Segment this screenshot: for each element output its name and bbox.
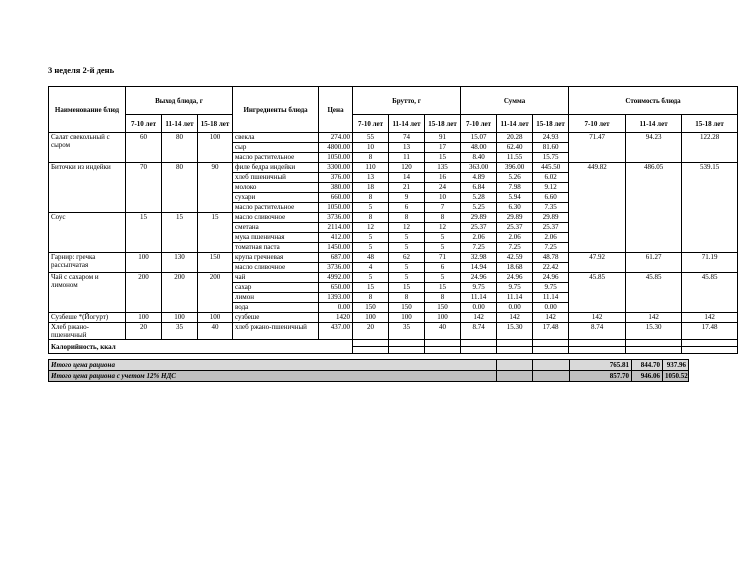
- output-value: 35: [162, 323, 198, 340]
- sum-value: 6.84: [461, 183, 497, 193]
- empty-cell: [682, 347, 738, 354]
- sum-value: 2.06: [497, 233, 533, 243]
- header-age-group: 15-18 лет: [682, 115, 738, 133]
- sum-value: 24.93: [533, 133, 569, 143]
- sum-value: 2.06: [461, 233, 497, 243]
- total-value: 946.06: [632, 371, 663, 382]
- gross-value: 4: [353, 263, 389, 273]
- empty-cell: [497, 340, 533, 347]
- output-value: 200: [162, 273, 198, 313]
- sum-value: 8.40: [461, 153, 497, 163]
- empty-cell: [682, 340, 738, 347]
- gross-value: 5: [389, 273, 425, 283]
- sum-value: 15.75: [533, 153, 569, 163]
- header-age-group: 11-14 лет: [162, 115, 198, 133]
- sum-value: 0.00: [461, 303, 497, 313]
- sum-value: 6.60: [533, 193, 569, 203]
- output-value: 100: [198, 313, 233, 323]
- sum-value: 142: [533, 313, 569, 323]
- price-value: 1450.00: [319, 243, 353, 253]
- output-value: 200: [126, 273, 162, 313]
- gross-value: 5: [353, 203, 389, 213]
- gross-value: 13: [389, 143, 425, 153]
- price-value: 3736.00: [319, 213, 353, 223]
- cost-value: 71.47: [569, 133, 626, 163]
- total-value: 844.70: [632, 360, 663, 371]
- cost-value: 539.15: [682, 163, 738, 253]
- ingredient-row: [49, 133, 738, 143]
- price-value: 660.00: [319, 193, 353, 203]
- ingredient-name: масло сливочное: [233, 213, 319, 223]
- gross-value: 14: [389, 173, 425, 183]
- gross-value: 8: [389, 293, 425, 303]
- ingredient-name: сметана: [233, 223, 319, 233]
- gross-value: 24: [425, 183, 461, 193]
- price-value: 650.00: [319, 283, 353, 293]
- sum-value: 7.25: [497, 243, 533, 253]
- total-value: 765.81: [570, 360, 632, 371]
- output-value: 200: [198, 273, 233, 313]
- sum-value: 7.25: [533, 243, 569, 253]
- ingredient-name: мука пшеничная: [233, 233, 319, 243]
- cost-value: 486.05: [626, 163, 682, 253]
- empty-cell: [389, 347, 425, 354]
- cost-value: 449.82: [569, 163, 626, 253]
- sum-value: 0.00: [533, 303, 569, 313]
- gross-value: 15: [425, 153, 461, 163]
- price-value: 4800.00: [319, 143, 353, 153]
- cost-value: 142: [626, 313, 682, 323]
- sum-value: 62.40: [497, 143, 533, 153]
- empty-cell: [626, 340, 682, 347]
- ingredient-name: филе бедра индейки: [233, 163, 319, 173]
- price-value: 1050.00: [319, 153, 353, 163]
- sum-value: 25.37: [461, 223, 497, 233]
- header-dish-name: Наименование блюд: [49, 87, 126, 133]
- price-value: 380.00: [319, 183, 353, 193]
- ingredient-name: вода: [233, 303, 319, 313]
- header-age-group: 11-14 лет: [626, 115, 682, 133]
- header-cost: Стоимость блюда: [569, 87, 738, 115]
- gross-value: 15: [389, 283, 425, 293]
- ingredient-name: сахар: [233, 283, 319, 293]
- output-value: 130: [162, 253, 198, 273]
- empty-cell: [425, 340, 461, 347]
- total-value: 857.70: [570, 371, 632, 382]
- cost-value: 122.28: [682, 133, 738, 163]
- document-title: 3 неделя 2-й день: [48, 65, 115, 75]
- header-gross: Брутто, г: [353, 87, 461, 115]
- gross-value: 5: [425, 273, 461, 283]
- gross-value: 135: [425, 163, 461, 173]
- gross-value: 91: [425, 133, 461, 143]
- empty-cell: [569, 347, 626, 354]
- dish-name: Чай с сахаром и лимоном: [49, 273, 126, 313]
- empty-cell: [389, 340, 425, 347]
- output-value: 15: [126, 213, 162, 253]
- sum-value: 8.74: [461, 323, 497, 340]
- output-value: 40: [198, 323, 233, 340]
- gross-value: 8: [425, 293, 461, 303]
- sum-value: 396.00: [497, 163, 533, 173]
- sum-value: 6.30: [497, 203, 533, 213]
- dish-name: Гарнир: гречка рассыпчатая: [49, 253, 126, 273]
- total-value: 1050.52: [663, 371, 689, 382]
- ingredient-row: [49, 253, 738, 263]
- ingredient-name: свекла: [233, 133, 319, 143]
- dish-name: Биточки из индейки: [49, 163, 126, 213]
- dish-name: Соус: [49, 213, 126, 253]
- sum-value: 11.55: [497, 153, 533, 163]
- gross-value: 5: [389, 233, 425, 243]
- output-value: 100: [126, 313, 162, 323]
- price-value: 1393.00: [319, 293, 353, 303]
- sum-value: 5.26: [497, 173, 533, 183]
- gross-value: 150: [389, 303, 425, 313]
- gross-value: 100: [389, 313, 425, 323]
- gross-value: 5: [389, 243, 425, 253]
- header-age-group: 11-14 лет: [389, 115, 425, 133]
- gross-value: 10: [425, 193, 461, 203]
- gross-value: 8: [353, 193, 389, 203]
- gross-value: 11: [389, 153, 425, 163]
- ingredient-name: сухари: [233, 193, 319, 203]
- sum-value: 7.98: [497, 183, 533, 193]
- sum-value: 22.42: [533, 263, 569, 273]
- cost-value: 142: [682, 313, 738, 323]
- ingredient-name: хлеб пшеничный: [233, 173, 319, 183]
- total-label: Итого цена рациона с учетом 12% НДС: [49, 371, 497, 382]
- sum-value: 142: [461, 313, 497, 323]
- cost-value: 142: [569, 313, 626, 323]
- sum-value: 9.75: [461, 283, 497, 293]
- output-value: 100: [126, 253, 162, 273]
- gross-value: 100: [425, 313, 461, 323]
- gross-value: 35: [389, 323, 425, 340]
- sum-value: 363.00: [461, 163, 497, 173]
- gross-value: 5: [425, 233, 461, 243]
- sum-value: 25.37: [533, 223, 569, 233]
- header-price: Цена: [319, 87, 353, 133]
- sum-value: 24.96: [497, 273, 533, 283]
- sum-value: 2.06: [533, 233, 569, 243]
- ingredient-name: сыр: [233, 143, 319, 153]
- gross-value: 12: [353, 223, 389, 233]
- gross-value: 110: [353, 163, 389, 173]
- price-value: 3736.00: [319, 263, 353, 273]
- gross-value: 21: [389, 183, 425, 193]
- output-value: 15: [198, 213, 233, 253]
- gross-value: 10: [353, 143, 389, 153]
- empty-cell: [353, 347, 389, 354]
- ingredient-name: крупа гречневая: [233, 253, 319, 263]
- output-value: 100: [198, 133, 233, 163]
- ingredient-row: [49, 163, 738, 173]
- gross-value: 20: [353, 323, 389, 340]
- sum-value: 48.00: [461, 143, 497, 153]
- sum-value: 4.89: [461, 173, 497, 183]
- sum-value: 29.89: [497, 213, 533, 223]
- header-age-group: 15-18 лет: [425, 115, 461, 133]
- gross-value: 5: [389, 263, 425, 273]
- price-value: 412.00: [319, 233, 353, 243]
- sum-value: 5.25: [461, 203, 497, 213]
- ingredient-name: масло растительное: [233, 203, 319, 213]
- sum-value: 15.30: [497, 323, 533, 340]
- output-value: 70: [126, 163, 162, 213]
- sum-value: 15.07: [461, 133, 497, 143]
- empty-cell: [533, 360, 570, 371]
- gross-value: 15: [425, 283, 461, 293]
- sum-value: 20.28: [497, 133, 533, 143]
- ingredient-name: хлеб ржано-пшеничный: [233, 323, 319, 340]
- gross-value: 48: [353, 253, 389, 263]
- cost-value: 94.23: [626, 133, 682, 163]
- sum-value: 11.14: [497, 293, 533, 303]
- dish-name: Салат свекольный с сыром: [49, 133, 126, 163]
- gross-value: 7: [425, 203, 461, 213]
- totals-table: [48, 359, 689, 382]
- price-value: 376.00: [319, 173, 353, 183]
- calories-row: [49, 340, 738, 347]
- ingredient-name: чай: [233, 273, 319, 283]
- header-sum: Сумма: [461, 87, 569, 115]
- table-header: [49, 87, 738, 133]
- empty-cell: [569, 340, 626, 347]
- calories-label: Калорийность, ккал: [49, 340, 353, 354]
- gross-value: 8: [425, 213, 461, 223]
- output-value: 80: [162, 163, 198, 213]
- sum-value: 18.68: [497, 263, 533, 273]
- price-value: 274.00: [319, 133, 353, 143]
- total-label: Итого цена рациона: [49, 360, 497, 371]
- price-value: 4992.00: [319, 273, 353, 283]
- menu-cost-table: [48, 86, 738, 354]
- sum-value: 9.75: [533, 283, 569, 293]
- dish-name: Хлеб ржано-пшеничный: [49, 323, 126, 340]
- cost-value: 45.85: [569, 273, 626, 313]
- header-age-group: 15-18 лет: [198, 115, 233, 133]
- ingredient-row: [49, 313, 738, 323]
- price-value: 3300.00: [319, 163, 353, 173]
- totals-body: [49, 360, 689, 382]
- sum-value: 9.75: [497, 283, 533, 293]
- sum-value: 17.48: [533, 323, 569, 340]
- sum-value: 445.50: [533, 163, 569, 173]
- output-value: 60: [126, 133, 162, 163]
- price-value: 1420: [319, 313, 353, 323]
- empty-cell: [353, 340, 389, 347]
- ingredient-name: томатная паста: [233, 243, 319, 253]
- gross-value: 100: [353, 313, 389, 323]
- table-body: [49, 133, 738, 354]
- cost-value: 15.30: [626, 323, 682, 340]
- sum-value: 81.60: [533, 143, 569, 153]
- gross-value: 8: [353, 153, 389, 163]
- gross-value: 12: [389, 223, 425, 233]
- sum-value: 29.89: [461, 213, 497, 223]
- gross-value: 6: [389, 203, 425, 213]
- header-age-group: 11-14 лет: [497, 115, 533, 133]
- total-value: 937.96: [663, 360, 689, 371]
- total-row: [49, 360, 689, 371]
- sum-value: 6.02: [533, 173, 569, 183]
- gross-value: 5: [425, 243, 461, 253]
- gross-value: 15: [353, 283, 389, 293]
- total-row: [49, 371, 689, 382]
- output-value: 80: [162, 133, 198, 163]
- empty-cell: [497, 347, 533, 354]
- sum-value: 5.94: [497, 193, 533, 203]
- output-value: 100: [162, 313, 198, 323]
- gross-value: 12: [425, 223, 461, 233]
- output-value: 150: [198, 253, 233, 273]
- header-age-group: 7-10 лет: [126, 115, 162, 133]
- gross-value: 62: [389, 253, 425, 263]
- sum-value: 48.78: [533, 253, 569, 263]
- gross-value: 9: [389, 193, 425, 203]
- gross-value: 13: [353, 173, 389, 183]
- sum-value: 24.96: [461, 273, 497, 283]
- sum-value: 29.89: [533, 213, 569, 223]
- header-ingredients: Ингредиенты блюда: [233, 87, 319, 133]
- sum-value: 24.96: [533, 273, 569, 283]
- gross-value: 8: [353, 293, 389, 303]
- ingredient-row: [49, 273, 738, 283]
- cost-value: 61.27: [626, 253, 682, 273]
- gross-value: 150: [425, 303, 461, 313]
- price-value: 437.00: [319, 323, 353, 340]
- gross-value: 8: [353, 213, 389, 223]
- sum-value: 11.14: [461, 293, 497, 303]
- ingredient-row: [49, 323, 738, 340]
- sum-value: 25.37: [497, 223, 533, 233]
- sum-value: 9.12: [533, 183, 569, 193]
- gross-value: 40: [425, 323, 461, 340]
- sum-value: 11.14: [533, 293, 569, 303]
- sum-value: 5.28: [461, 193, 497, 203]
- sum-value: 42.59: [497, 253, 533, 263]
- output-value: 20: [126, 323, 162, 340]
- sum-value: 32.98: [461, 253, 497, 263]
- header-output: Выход блюда, г: [126, 87, 233, 115]
- ingredient-name: молоко: [233, 183, 319, 193]
- header-age-group: 7-10 лет: [353, 115, 389, 133]
- gross-value: 16: [425, 173, 461, 183]
- ingredient-name: лимон: [233, 293, 319, 303]
- gross-value: 5: [353, 243, 389, 253]
- header-age-group: 7-10 лет: [569, 115, 626, 133]
- empty-cell: [461, 347, 497, 354]
- cost-value: 45.85: [682, 273, 738, 313]
- cost-value: 45.85: [626, 273, 682, 313]
- price-value: 2114.00: [319, 223, 353, 233]
- sum-value: 142: [497, 313, 533, 323]
- empty-cell: [497, 371, 533, 382]
- price-value: 687.00: [319, 253, 353, 263]
- cost-value: 47.92: [569, 253, 626, 273]
- gross-value: 74: [389, 133, 425, 143]
- empty-cell: [626, 347, 682, 354]
- gross-value: 17: [425, 143, 461, 153]
- ingredient-name: масло сливочное: [233, 263, 319, 273]
- gross-value: 18: [353, 183, 389, 193]
- ingredient-name: масло растительное: [233, 153, 319, 163]
- price-value: 1050.00: [319, 203, 353, 213]
- sum-value: 0.00: [497, 303, 533, 313]
- gross-value: 71: [425, 253, 461, 263]
- empty-cell: [533, 371, 570, 382]
- cost-value: 17.48: [682, 323, 738, 340]
- ingredient-name: сузбеше: [233, 313, 319, 323]
- header-age-group: 15-18 лет: [533, 115, 569, 133]
- sum-value: 14.94: [461, 263, 497, 273]
- empty-cell: [425, 347, 461, 354]
- empty-cell: [497, 360, 533, 371]
- empty-cell: [533, 347, 569, 354]
- header-age-group: 7-10 лет: [461, 115, 497, 133]
- price-value: 0.00: [319, 303, 353, 313]
- output-value: 15: [162, 213, 198, 253]
- cost-value: 8.74: [569, 323, 626, 340]
- gross-value: 150: [353, 303, 389, 313]
- sum-value: 7.35: [533, 203, 569, 213]
- gross-value: 120: [389, 163, 425, 173]
- cost-value: 71.19: [682, 253, 738, 273]
- dish-name: Сузбеше *(Йогурт): [49, 313, 126, 323]
- gross-value: 6: [425, 263, 461, 273]
- empty-cell: [461, 340, 497, 347]
- gross-value: 8: [389, 213, 425, 223]
- gross-value: 5: [353, 273, 389, 283]
- output-value: 90: [198, 163, 233, 213]
- gross-value: 5: [353, 233, 389, 243]
- sum-value: 7.25: [461, 243, 497, 253]
- empty-cell: [533, 340, 569, 347]
- gross-value: 55: [353, 133, 389, 143]
